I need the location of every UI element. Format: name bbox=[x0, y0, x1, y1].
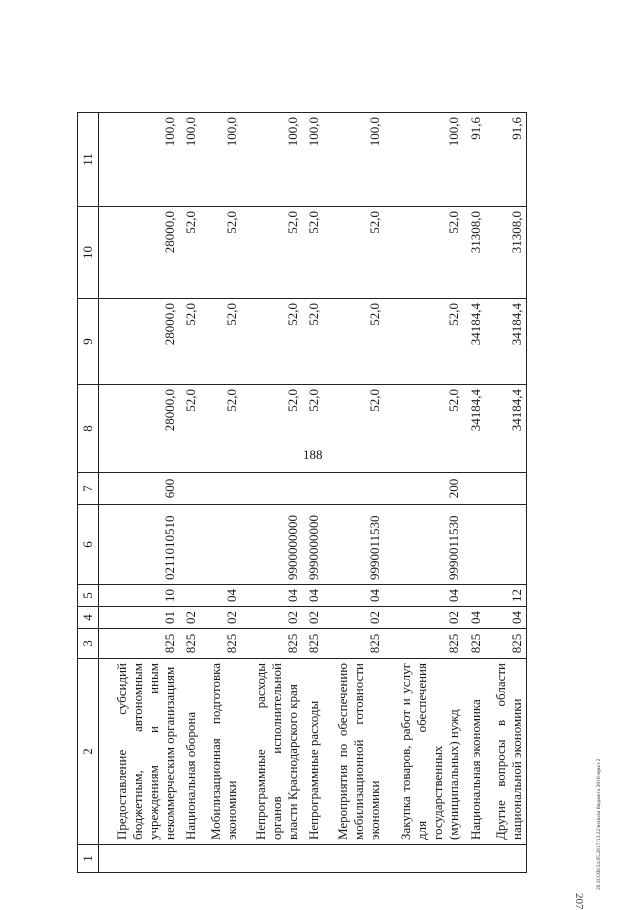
expense-type-code bbox=[463, 473, 485, 505]
row-index-cell bbox=[179, 845, 201, 873]
percent-col-11: 100,0 bbox=[241, 113, 301, 207]
row-index-cell bbox=[485, 845, 527, 873]
ministry-code: 825 bbox=[463, 629, 485, 659]
amount-col-10: 31308,0 bbox=[485, 207, 527, 299]
target-article-code bbox=[200, 505, 241, 585]
expense-type-code: 200 bbox=[384, 473, 464, 505]
ministry-code: 825 bbox=[179, 629, 201, 659]
percent-col-11: 91,6 bbox=[463, 113, 485, 207]
table-row bbox=[200, 113, 241, 873]
row-index-cell bbox=[241, 845, 301, 873]
amount-col-8: 52,0 bbox=[241, 385, 301, 473]
header-col-3: 3 bbox=[78, 629, 99, 659]
amount-col-10: 31308,0 bbox=[463, 207, 485, 299]
budget-table bbox=[77, 112, 527, 873]
expense-name: Предоставление субсидий бюджетным, автономным учреждениям и иным некоммерческим организациям bbox=[99, 659, 179, 845]
ministry-code: 825 bbox=[241, 629, 301, 659]
table-row bbox=[241, 113, 301, 873]
amount-col-10: 52,0 bbox=[179, 207, 201, 299]
percent-col-11: 100,0 bbox=[200, 113, 241, 207]
amount-col-8: 52,0 bbox=[200, 385, 241, 473]
section-code: 02 bbox=[384, 607, 464, 629]
amount-col-10: 52,0 bbox=[241, 207, 301, 299]
expense-name: Национальная экономика bbox=[463, 659, 485, 845]
target-article-code: 9990000000 bbox=[302, 505, 324, 585]
section-code: 02 bbox=[200, 607, 241, 629]
header-col-6: 6 bbox=[78, 505, 99, 585]
expense-type-code bbox=[485, 473, 527, 505]
expense-name: Непрограммные расходы bbox=[302, 659, 324, 845]
section-code: 02 bbox=[302, 607, 324, 629]
header-col-2: 2 bbox=[78, 659, 99, 845]
header-col-5: 5 bbox=[78, 585, 99, 607]
percent-col-11: 100,0 bbox=[384, 113, 464, 207]
amount-col-10: 28000,0 bbox=[99, 207, 179, 299]
row-index-cell bbox=[302, 845, 324, 873]
section-code: 04 bbox=[485, 607, 527, 629]
amount-col-8: 34184,4 bbox=[485, 385, 527, 473]
section-code: 04 bbox=[463, 607, 485, 629]
row-index-cell bbox=[200, 845, 241, 873]
subsection-code: 12 bbox=[485, 585, 527, 607]
amount-col-10: 52,0 bbox=[302, 207, 324, 299]
target-article-code: 9990011530 bbox=[384, 505, 464, 585]
subsection-code: 04 bbox=[302, 585, 324, 607]
ministry-code: 825 bbox=[323, 629, 383, 659]
amount-col-9: 52,0 bbox=[179, 299, 201, 385]
target-article-code: 9900000000 bbox=[241, 505, 301, 585]
amount-col-10: 52,0 bbox=[323, 207, 383, 299]
expense-type-code bbox=[200, 473, 241, 505]
expense-name: Мероприятия по обеспечению мобилизационной готовности экономики bbox=[323, 659, 383, 845]
subsection-code: 04 bbox=[384, 585, 464, 607]
percent-col-11: 100,0 bbox=[323, 113, 383, 207]
table-header-row bbox=[78, 113, 99, 873]
subsection-code: 04 bbox=[323, 585, 383, 607]
expense-type-code bbox=[241, 473, 301, 505]
table-row bbox=[179, 113, 201, 873]
subsection-code: 10 bbox=[99, 585, 179, 607]
header-col-11: 11 bbox=[78, 113, 99, 207]
amount-col-8: 52,0 bbox=[384, 385, 464, 473]
expense-name: Мобилизационная подготовка экономики bbox=[200, 659, 241, 845]
table-row bbox=[384, 113, 464, 873]
expense-name: Национальная оборона bbox=[179, 659, 201, 845]
target-article-code bbox=[463, 505, 485, 585]
header-col-4: 4 bbox=[78, 607, 99, 629]
amount-col-9: 52,0 bbox=[384, 299, 464, 385]
subsection-code bbox=[179, 585, 201, 607]
budget-table-sheet bbox=[77, 113, 527, 873]
ministry-code: 825 bbox=[200, 629, 241, 659]
percent-col-11: 100,0 bbox=[179, 113, 201, 207]
target-article-code: 0211010510 bbox=[99, 505, 179, 585]
percent-col-11: 100,0 bbox=[99, 113, 179, 207]
target-article-code: 9990011530 bbox=[323, 505, 383, 585]
subsection-code: 04 bbox=[241, 585, 301, 607]
amount-col-8: 34184,4 bbox=[463, 385, 485, 473]
expense-name: Непрограммные расходы органов исполнительной власти Краснодарского края bbox=[241, 659, 301, 845]
amount-col-9: 34184,4 bbox=[463, 299, 485, 385]
table-row bbox=[302, 113, 324, 873]
header-col-1: 1 bbox=[78, 845, 99, 873]
row-index-cell bbox=[463, 845, 485, 873]
table-row bbox=[323, 113, 383, 873]
expense-type-code bbox=[323, 473, 383, 505]
amount-col-9: 34184,4 bbox=[485, 299, 527, 385]
header-col-8: 8 bbox=[78, 385, 99, 473]
table-row bbox=[463, 113, 485, 873]
amount-col-9: 52,0 bbox=[323, 299, 383, 385]
expense-type-code bbox=[302, 473, 324, 505]
row-index-cell bbox=[323, 845, 383, 873]
target-article-code bbox=[179, 505, 201, 585]
section-code: 02 bbox=[323, 607, 383, 629]
document-footer-code: 20.ЗСОВ/24.05.2017/13.22/исполн бюджета 2016-прил-2 bbox=[596, 758, 602, 890]
amount-col-9: 28000,0 bbox=[99, 299, 179, 385]
amount-col-9: 52,0 bbox=[302, 299, 324, 385]
percent-col-11: 100,0 bbox=[302, 113, 324, 207]
section-code: 02 bbox=[241, 607, 301, 629]
amount-col-8: 52,0 bbox=[323, 385, 383, 473]
amount-col-8: 52,0 bbox=[302, 385, 324, 473]
expense-type-code bbox=[179, 473, 201, 505]
section-code: 01 bbox=[99, 607, 179, 629]
row-index-cell bbox=[384, 845, 464, 873]
expense-name: Закупка товаров, работ и услуг для обеспечения государственных (муниципальных) нужд bbox=[384, 659, 464, 845]
header-col-7: 7 bbox=[78, 473, 99, 505]
table-row bbox=[485, 113, 527, 873]
table-row bbox=[99, 113, 179, 873]
amount-col-10: 52,0 bbox=[384, 207, 464, 299]
row-index-cell bbox=[99, 845, 179, 873]
subsection-code bbox=[463, 585, 485, 607]
ministry-code: 825 bbox=[485, 629, 527, 659]
amount-col-9: 52,0 bbox=[200, 299, 241, 385]
ministry-code: 825 bbox=[384, 629, 464, 659]
percent-col-11: 91,6 bbox=[485, 113, 527, 207]
amount-col-9: 52,0 bbox=[241, 299, 301, 385]
subsection-code: 04 bbox=[200, 585, 241, 607]
header-col-10: 10 bbox=[78, 207, 99, 299]
corner-page-mark: 207 bbox=[573, 893, 585, 910]
section-code: 02 bbox=[179, 607, 201, 629]
amount-col-8: 52,0 bbox=[179, 385, 201, 473]
expense-type-code: 600 bbox=[99, 473, 179, 505]
ministry-code: 825 bbox=[99, 629, 179, 659]
amount-col-8: 28000,0 bbox=[99, 385, 179, 473]
amount-col-10: 52,0 bbox=[200, 207, 241, 299]
target-article-code bbox=[485, 505, 527, 585]
ministry-code: 825 bbox=[302, 629, 324, 659]
page-number: 188 bbox=[303, 447, 323, 462]
header-col-9: 9 bbox=[78, 299, 99, 385]
expense-name: Другие вопросы в области национальной экономики bbox=[485, 659, 527, 845]
